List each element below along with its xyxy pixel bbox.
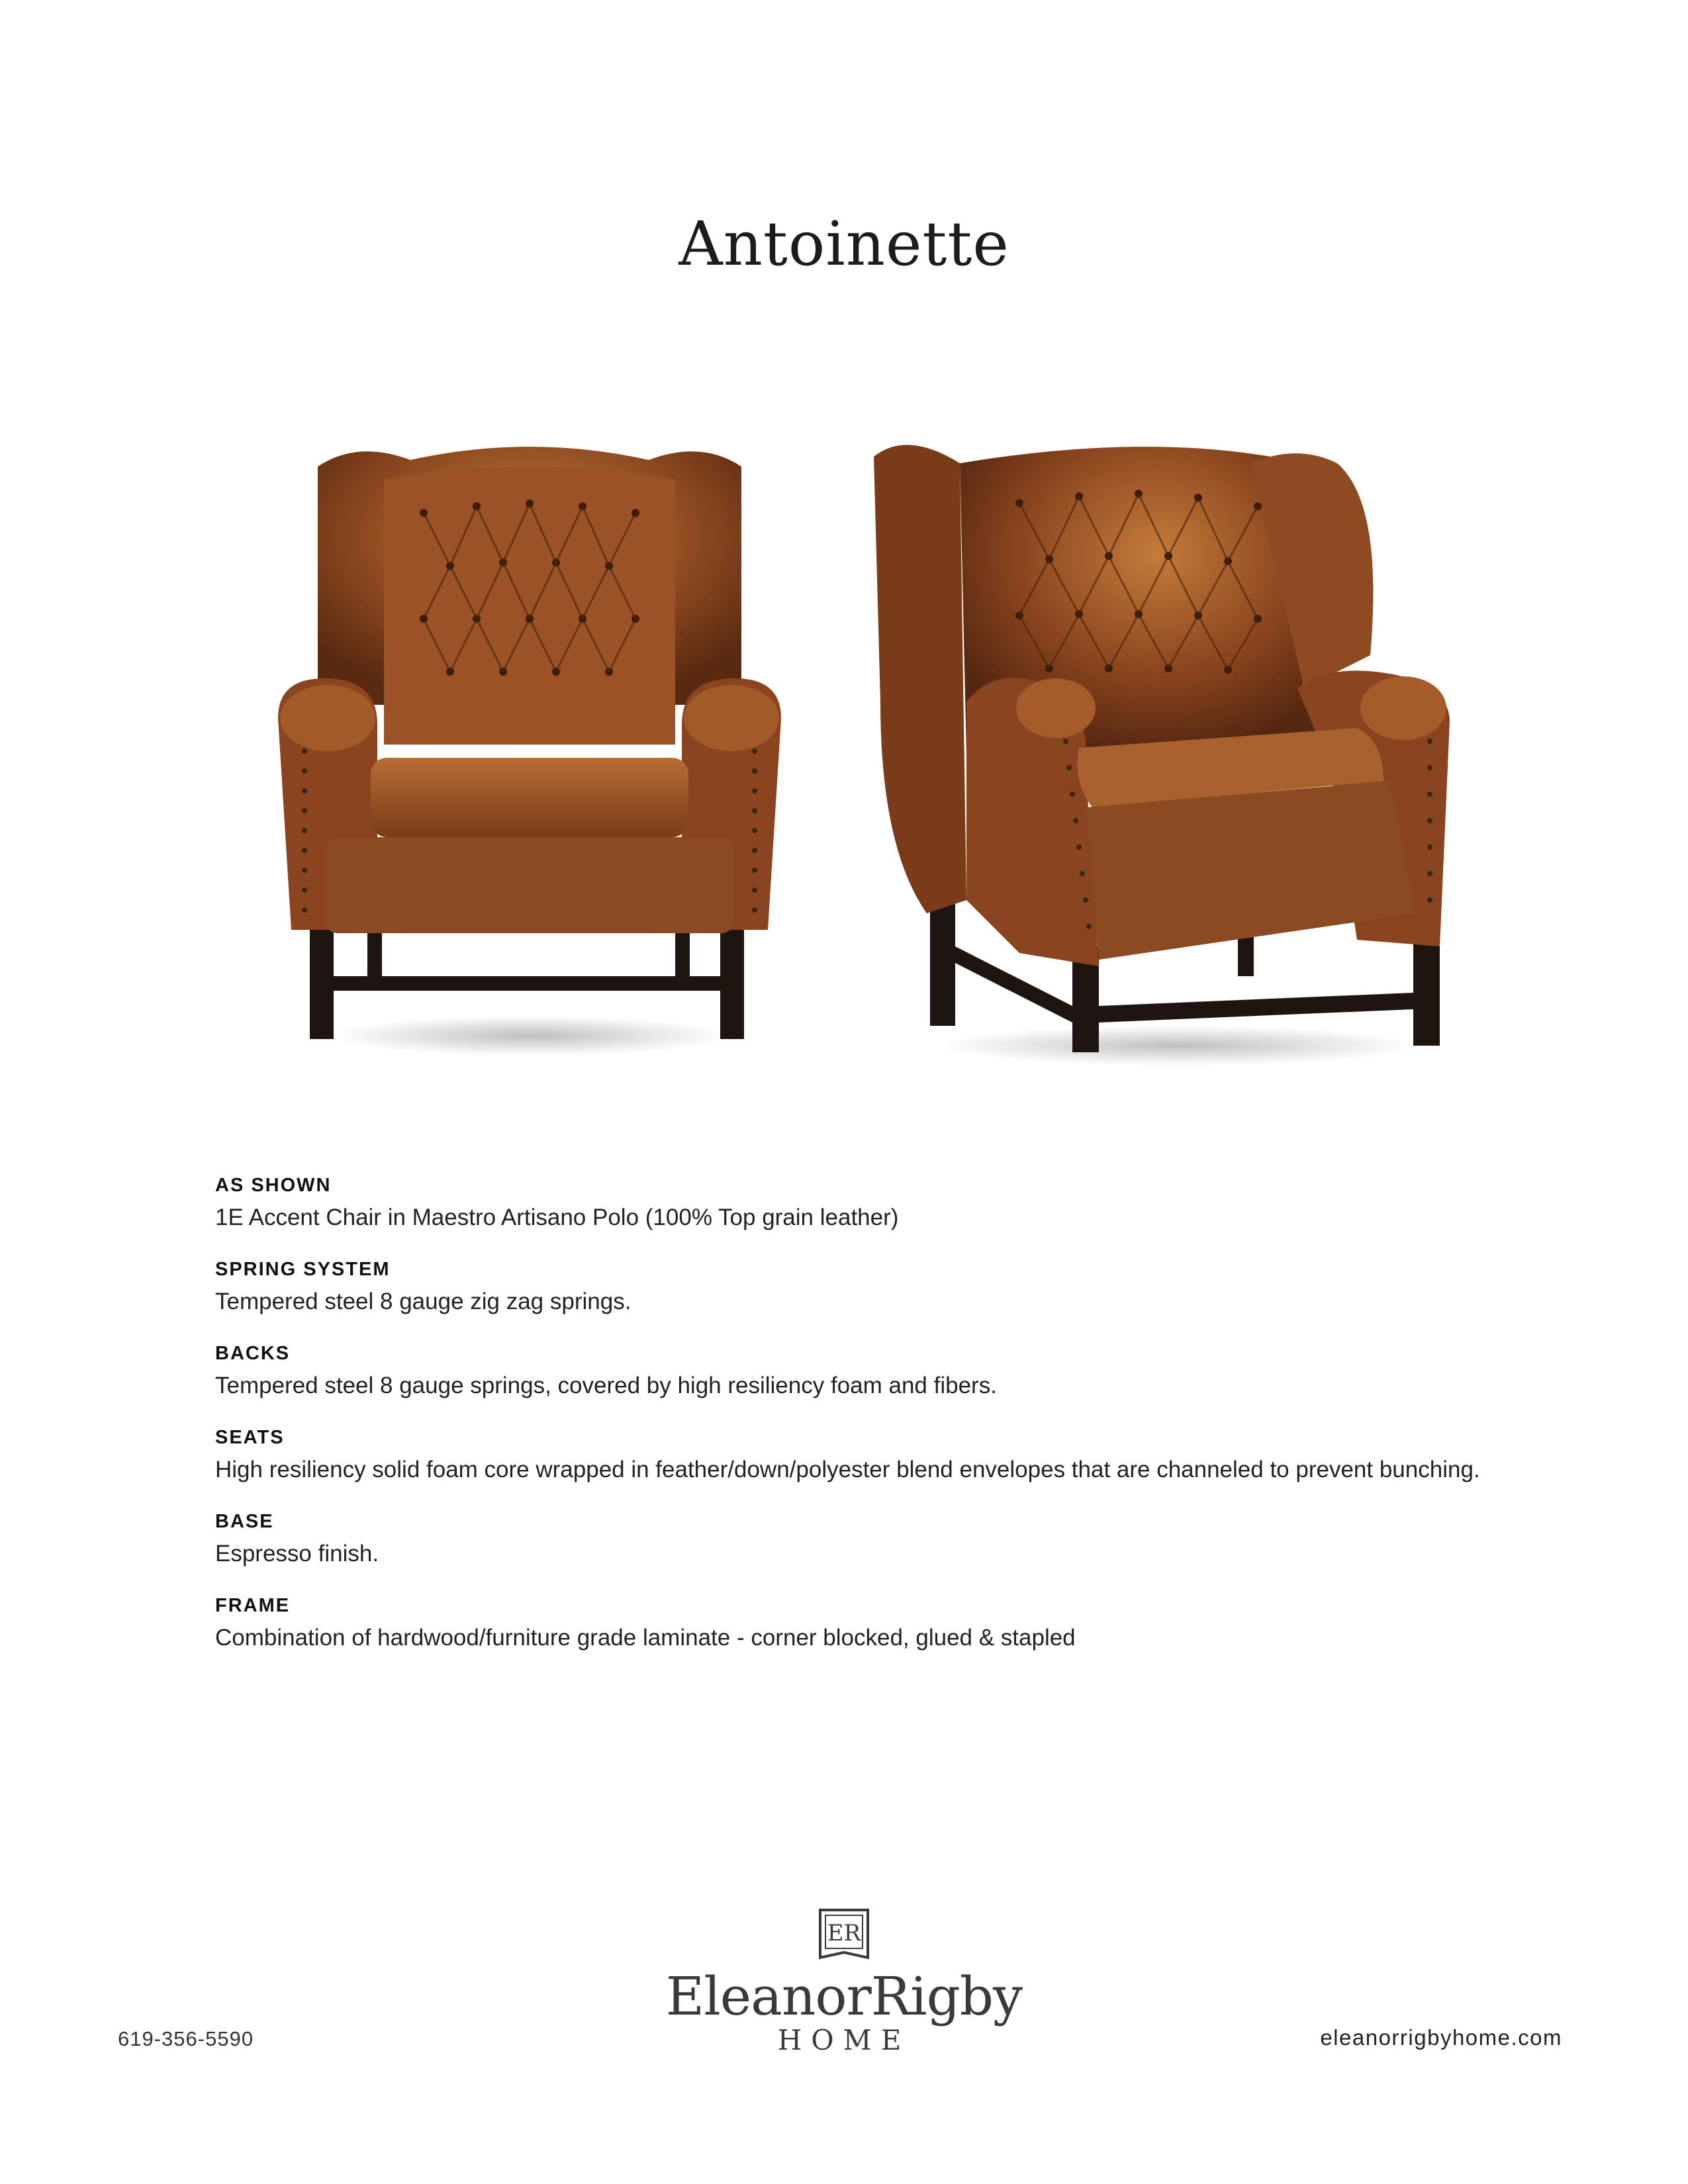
spec-base [215, 1511, 1506, 1570]
spec-as-shown [215, 1175, 1506, 1234]
brand-subtitle: HOME [777, 2024, 911, 2056]
spec-backs [215, 1343, 1506, 1402]
chair-front-image [278, 440, 781, 1062]
page-title: Antoinette [679, 208, 1009, 279]
spec-value: Tempered steel 8 gauge springs, covered by high resiliency foam and fibers. [215, 1373, 997, 1398]
spec-list [215, 1175, 1506, 1679]
spec-label: SEATS [215, 1427, 285, 1448]
brand-name: EleanorRigby [665, 1966, 1023, 2027]
spec-value: Tempered steel 8 gauge zig zag springs. [215, 1289, 632, 1314]
spec-value: High resiliency solid foam core wrapped in feather/down/polyester blend envelopes that are channeled to prevent bunching. [215, 1457, 1480, 1482]
spec-seats [215, 1427, 1506, 1486]
svg-text:ER: ER [827, 1920, 861, 1946]
spec-label: FRAME [215, 1595, 291, 1616]
website-link[interactable]: eleanorrigbyhome.com [1320, 2025, 1562, 2050]
spec-value: 1E Accent Chair in Maestro Artisano Polo (100% Top grain leather) [215, 1205, 899, 1230]
spec-value: Espresso finish. [215, 1541, 379, 1567]
spec-label: BASE [215, 1511, 274, 1532]
spec-frame [215, 1595, 1506, 1654]
spec-spring-system [215, 1259, 1506, 1318]
spec-label: BACKS [215, 1343, 291, 1364]
spec-label: SPRING SYSTEM [215, 1259, 391, 1280]
spec-label: AS SHOWN [215, 1175, 332, 1196]
spec-value: Combination of hardwood/furniture grade laminate - corner blocked, glued & stapled [215, 1625, 1076, 1651]
brand-logo [645, 1906, 1043, 2056]
monogram-icon [816, 1906, 872, 1962]
chair-angle-image [867, 437, 1463, 1072]
phone-number: 619-356-5590 [118, 2027, 254, 2050]
